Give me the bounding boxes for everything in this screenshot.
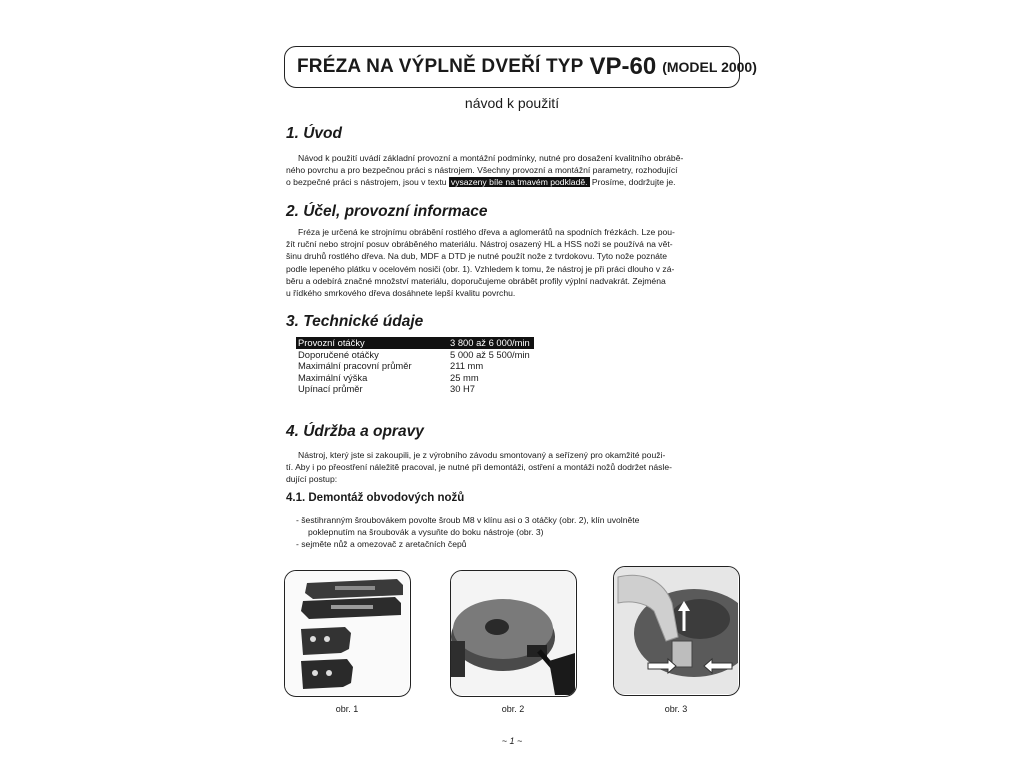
- section-1-line: ného povrchu a pro bezpečnou práci s nástrojem. Všechny provozní a montážní parametry, rozhodující: [286, 165, 678, 176]
- section-1-line: [286, 176, 746, 188]
- title-box: [284, 46, 757, 88]
- section-2-heading: 2. Účel, provozní informace: [286, 203, 488, 220]
- spec-value: 3 800 až 6 000/min: [448, 337, 534, 349]
- section-1-text: [286, 152, 746, 189]
- spec-label: Maximální pracovní průměr: [298, 360, 412, 372]
- title-main: FRÉZA NA VÝPLNĚ DVEŘÍ TYP: [297, 56, 584, 77]
- section-4-text: [286, 449, 746, 486]
- spec-row: [296, 337, 534, 349]
- section-4-line: tí. Aby i po přeostření náležitě pracoval, je nutné při demontáži, ostření a montáži nožů dodržet násle-: [286, 462, 672, 473]
- section-4-heading: 4. Údržba a opravy: [286, 423, 424, 440]
- figure-1-caption: obr. 1: [335, 704, 359, 714]
- instruction-item-continued: poklepnutím na šroubovák a vysuňte do boku nástroje (obr. 3): [308, 527, 544, 537]
- instruction-item: - sejměte nůž a omezovač z aretačních čepů: [296, 539, 467, 549]
- knives-image: [285, 571, 409, 695]
- section-2-line: podle lepeného plátku v ocelovém nosiči (obr. 1). Vzhledem k tomu, že nástroj je při práci dlouho v zá-: [286, 263, 675, 274]
- section-2-line: žít ruční nebo strojní posuv obráběného materiálu. Nástroj osazený HL a HSS noži se používá na vět-: [286, 239, 673, 250]
- section-2-text: [286, 226, 746, 299]
- spec-row: [296, 349, 534, 361]
- spec-row: [296, 360, 534, 372]
- highlight-text: vysazeny bíle na tmavém podkladě.: [450, 177, 588, 188]
- section-1-line-pre: o bezpečné práci s nástrojem, jsou v textu: [286, 177, 449, 188]
- figure-3-photo: [613, 566, 740, 696]
- hand-wedge-image: [614, 567, 738, 694]
- figure-3-caption: obr. 3: [664, 704, 688, 714]
- section-1-line: Návod k použití uvádí základní provozní a montážní podmínky, nutné pro dosažení kvalitního obrábě-: [298, 153, 684, 163]
- figure-2-caption: obr. 2: [501, 704, 525, 714]
- section-4-line: Nástroj, který jste si zakoupili, je z výrobního závodu smontovaný a seřízený pro okamžité použi-: [298, 450, 666, 460]
- section-1-heading: 1. Úvod: [286, 125, 342, 142]
- spec-label: Provozní otáčky: [296, 337, 448, 349]
- section-3-heading: 3. Technické údaje: [286, 313, 424, 330]
- cutter-head-image: [451, 571, 575, 695]
- figure-2-photo: [450, 570, 577, 697]
- section-2-line: šinu druhů rostlého dřeva. Na dub, MDF a DTD je nutné použít nože z tvrdokovu. Tyto nože poznáte: [286, 251, 668, 262]
- title-model-year: (MODEL 2000): [662, 59, 757, 75]
- spec-value: 211 mm: [450, 360, 484, 372]
- section-2-line: Fréza je určená ke strojnímu obrábění rostlého dřeva a aglomerátů na spodních frézkách. Lze pou-: [298, 227, 675, 237]
- spec-value: 5 000 až 5 500/min: [450, 348, 530, 360]
- spec-row: [296, 372, 534, 384]
- tech-specs-table: [296, 337, 534, 395]
- section-2-line: u řídkého smrkového dřeva dosáhnete lepší kvalitu povrchu.: [286, 288, 516, 299]
- figure-1-photo: [284, 570, 411, 697]
- section-1-line-post: Prosíme, dodržujte je.: [589, 177, 676, 188]
- instruction-list: [296, 514, 746, 550]
- page-number: ~ 1 ~: [501, 736, 523, 746]
- section-2-line: běru a odebírá značné množství materiálu, doporučujeme obrábět profily výplní nadvakrát. Zejména: [286, 275, 666, 286]
- spec-value: 25 mm: [450, 371, 479, 383]
- spec-label: Upínací průměr: [298, 383, 363, 395]
- title-model-code: VP-60: [589, 53, 657, 80]
- section-4-line: dující postup:: [286, 474, 338, 485]
- subtitle: návod k použití: [464, 95, 560, 111]
- spec-label: Maximální výška: [298, 371, 368, 383]
- section-4-1-heading: 4.1. Demontáž obvodových nožů: [286, 492, 465, 504]
- spec-row: [296, 383, 534, 395]
- spec-label: Doporučené otáčky: [298, 348, 379, 360]
- spec-value: 30 H7: [450, 383, 476, 395]
- instruction-item: - šestihranným šroubovákem povolte šroub M8 v klínu asi o 3 otáčky (obr. 2), klín uvolněte: [296, 515, 640, 525]
